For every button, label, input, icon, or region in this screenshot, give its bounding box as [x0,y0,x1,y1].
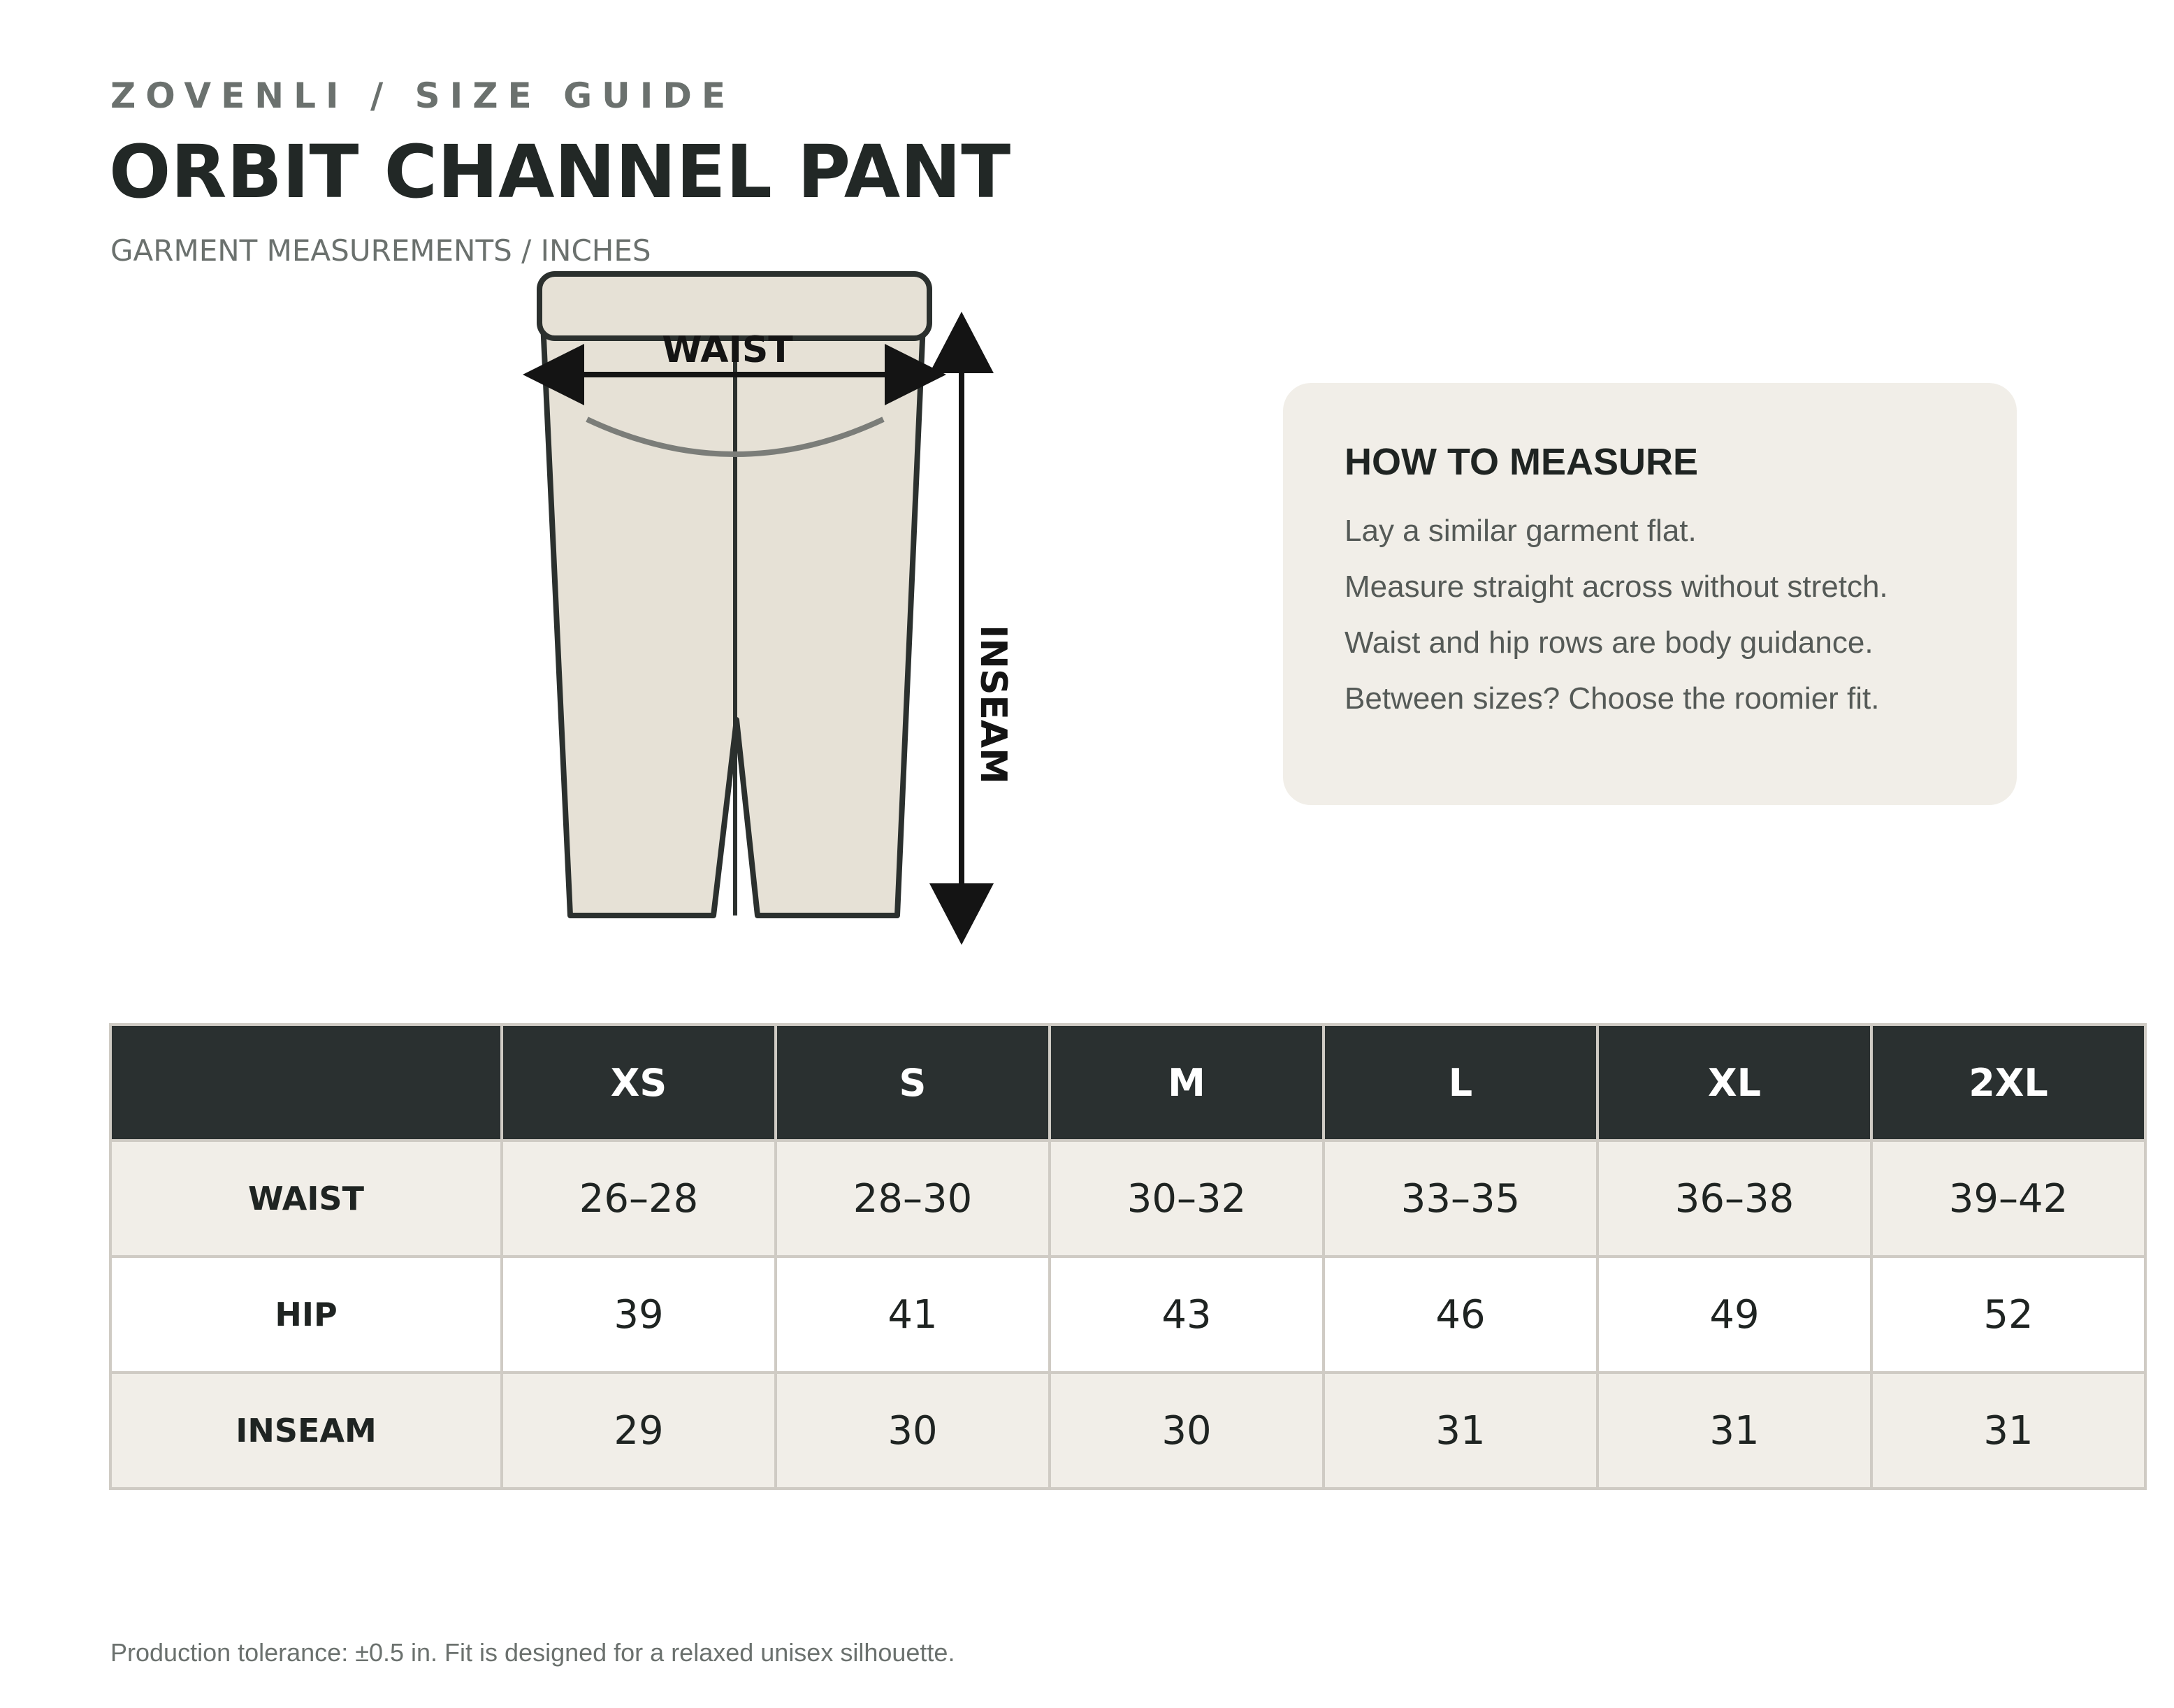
brand-line: ZOVENLI / SIZE GUIDE [110,75,735,116]
corner-header-cell [110,1025,502,1141]
table-cell: 52 [1871,1257,2145,1373]
footer-note: Production tolerance: ±0.5 in. Fit is designed for a relaxed unisex silhouette. [110,1638,955,1667]
size-header-l: L [1324,1025,1597,1141]
pant-measurement-diagram [0,0,1118,978]
table-cell: 31 [1597,1373,1871,1489]
waist-label: WAIST [662,329,793,371]
table-row-inseam [110,1373,2145,1489]
size-chart-table [109,1023,2147,1490]
table-cell: 33–35 [1324,1141,1597,1257]
size-header-m: M [1050,1025,1324,1141]
table-header-row [110,1025,2145,1141]
instruction-line: Lay a similar garment flat. [1345,514,1697,548]
table-row-waist [110,1141,2145,1257]
table-cell: 39 [502,1257,776,1373]
instruction-line: Measure straight across without stretch. [1345,570,1888,604]
table-cell: 49 [1597,1257,1871,1373]
row-label-waist: WAIST [110,1141,502,1257]
table-cell: 46 [1324,1257,1597,1373]
page-subtitle: GARMENT MEASUREMENTS / INCHES [110,233,651,268]
table-cell: 41 [776,1257,1050,1373]
size-header-xs: XS [502,1025,776,1141]
size-header-2xl: 2XL [1871,1025,2145,1141]
table-cell: 31 [1871,1373,2145,1489]
table-cell: 28–30 [776,1141,1050,1257]
instruction-line: Between sizes? Choose the roomier fit. [1345,681,1880,716]
inseam-label: INSEAM [972,625,1014,784]
row-label-inseam: INSEAM [110,1373,502,1489]
instruction-line: Waist and hip rows are body guidance. [1345,625,1874,660]
table-cell: 30–32 [1050,1141,1324,1257]
how-to-measure-title: HOW TO MEASURE [1345,441,1699,483]
size-header-xl: XL [1597,1025,1871,1141]
table-cell: 31 [1324,1373,1597,1489]
table-cell: 43 [1050,1257,1324,1373]
table-cell: 26–28 [502,1141,776,1257]
table-cell: 36–38 [1597,1141,1871,1257]
table-cell: 30 [1050,1373,1324,1489]
table-cell: 30 [776,1373,1050,1489]
size-header-s: S [776,1025,1050,1141]
how-to-measure-panel [1283,383,2017,805]
page-title: ORBIT CHANNEL PANT [109,129,1011,215]
table-row-hip [110,1257,2145,1373]
row-label-hip: HIP [110,1257,502,1373]
table-cell: 39–42 [1871,1141,2145,1257]
table-cell: 29 [502,1373,776,1489]
